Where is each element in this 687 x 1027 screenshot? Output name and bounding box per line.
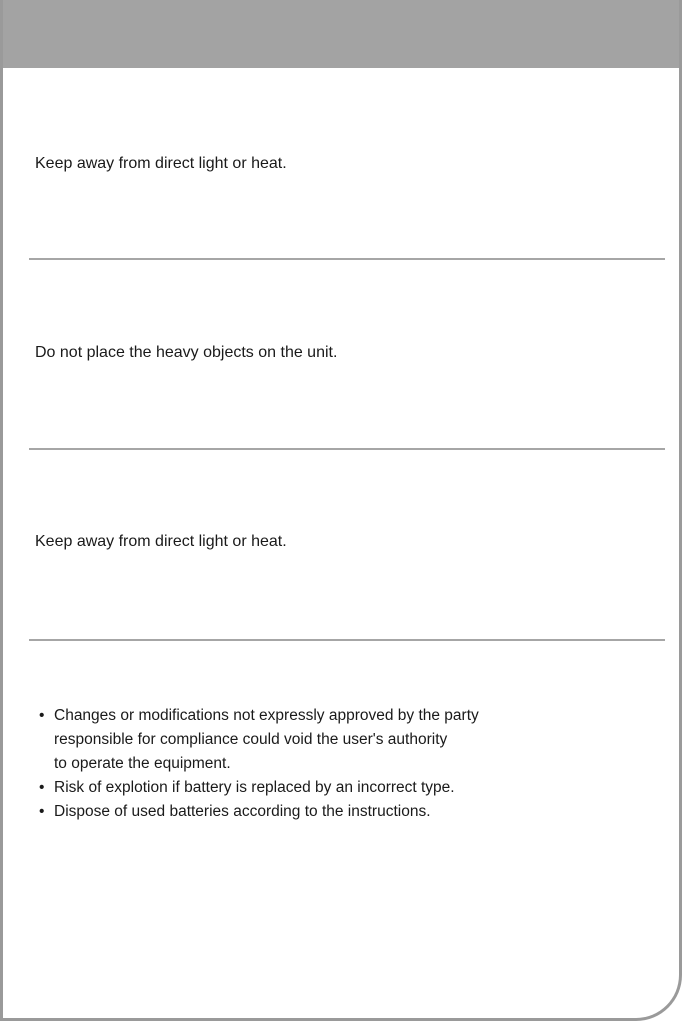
section-divider <box>29 639 665 641</box>
list-item <box>39 776 639 800</box>
section-divider <box>29 258 665 260</box>
note-line: Risk of explotion if battery is replaced by an incorrect type. <box>54 779 455 796</box>
note-line: Changes or modifications not expressly approved by the party <box>54 707 479 724</box>
header-bar <box>3 0 679 68</box>
caution-light-heat-1: Keep away from direct light or heat. <box>35 155 287 172</box>
bullet: • <box>39 779 45 796</box>
safety-notes-list <box>39 704 639 824</box>
note-line: responsible for compliance could void the user's authority <box>54 731 448 748</box>
note-line: Dispose of used batteries according to the instructions. <box>54 803 431 820</box>
bullet: • <box>39 803 45 820</box>
list-item <box>39 800 639 824</box>
section-divider <box>29 448 665 450</box>
note-line: to operate the equipment. <box>54 755 231 772</box>
bullet: • <box>39 707 45 724</box>
caution-light-heat-2: Keep away from direct light or heat. <box>35 533 287 550</box>
list-item <box>39 704 639 776</box>
caution-heavy-objects: Do not place the heavy objects on the unit. <box>35 344 338 361</box>
